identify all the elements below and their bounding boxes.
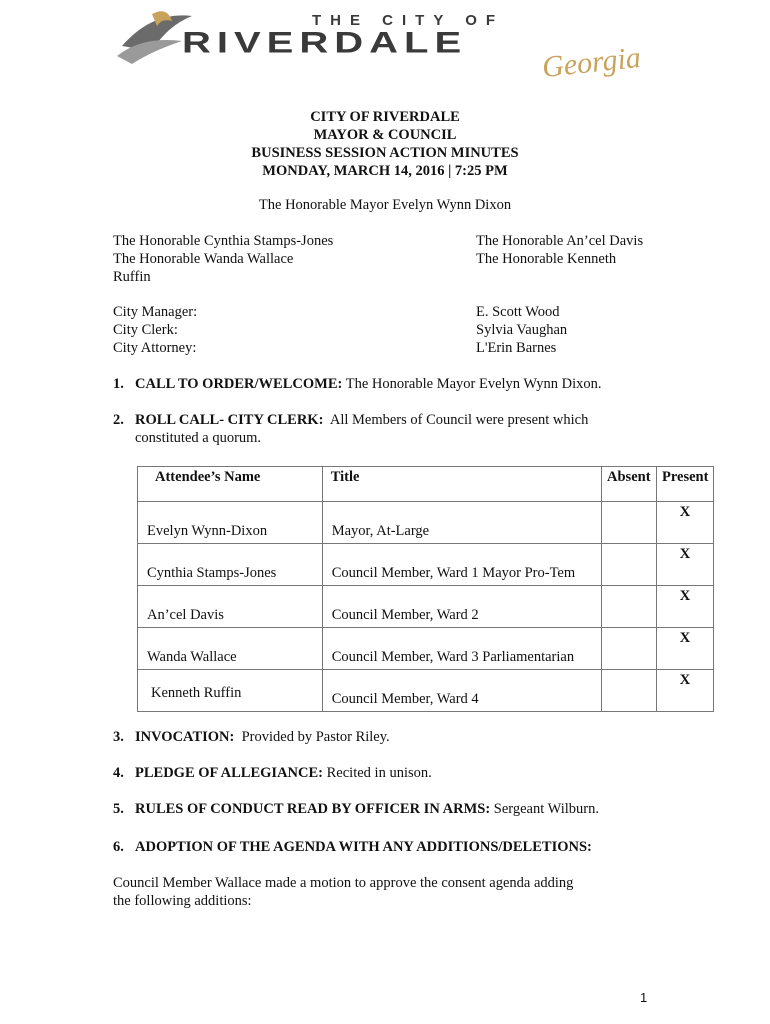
official-label: City Clerk:	[113, 322, 178, 338]
attendance-table	[137, 466, 714, 712]
header-line3: BUSINESS SESSION ACTION MINUTES	[251, 145, 519, 161]
official-label: City Manager:	[113, 304, 198, 320]
official-name: L'Erin Barnes	[476, 340, 557, 356]
item-label: PLEDGE OF ALLEGIANCE:	[135, 765, 323, 781]
attendee-title: Council Member, Ward 2	[331, 607, 479, 623]
agenda-item-2	[113, 411, 673, 447]
item-number: 3.	[113, 729, 124, 745]
officials-names	[476, 303, 567, 357]
council-member: The Honorable Wanda Wallace	[113, 251, 294, 267]
table-row	[138, 544, 714, 586]
attendee-name: Evelyn Wynn-Dixon	[147, 523, 268, 539]
motion-line: the following additions:	[113, 893, 252, 909]
item-number: 1.	[113, 376, 124, 392]
item-text: All Members of Council were present which	[323, 412, 589, 428]
table-row	[138, 502, 714, 544]
document-header	[0, 108, 770, 180]
table-header-row	[138, 467, 714, 502]
logo-line3: Georgia	[540, 40, 643, 85]
agenda-item-5	[113, 800, 673, 818]
attendee-title: Council Member, Ward 4	[331, 691, 479, 707]
attendee-title: Mayor, At-Large	[331, 523, 430, 539]
council-right	[476, 232, 643, 268]
item-text-continued: constituted a quorum.	[135, 430, 262, 446]
present-mark: X	[679, 630, 691, 646]
table-row	[138, 586, 714, 628]
council-member: The Honorable An’cel Davis	[476, 233, 644, 249]
agenda-item-6	[113, 838, 673, 856]
header-title: Title	[322, 467, 601, 502]
item-label: RULES OF CONDUCT READ BY OFFICER IN ARMS:	[135, 801, 491, 817]
item-number: 6.	[113, 839, 124, 855]
council-member: The Honorable Cynthia Stamps-Jones	[113, 233, 334, 249]
item-label: ROLL CALL- CITY CLERK:	[135, 412, 324, 428]
officials-labels	[113, 303, 197, 357]
table-row	[138, 628, 714, 670]
header-name: Attendee’s Name	[138, 467, 323, 502]
official-name: E. Scott Wood	[476, 304, 560, 320]
present-mark: X	[679, 588, 691, 604]
attendee-name: Kenneth Ruffin	[151, 685, 242, 701]
city-logo	[112, 6, 742, 86]
official-name: Sylvia Vaughan	[476, 322, 568, 338]
item-number: 2.	[113, 412, 124, 428]
agenda-item-1	[113, 375, 673, 393]
header-line2: MAYOR & COUNCIL	[313, 127, 457, 143]
motion-line: Council Member Wallace made a motion to approve the consent agenda adding	[113, 875, 574, 891]
attendee-title: Council Member, Ward 3 Parliamentarian	[331, 649, 575, 665]
header-line1: CITY OF RIVERDALE	[310, 109, 460, 125]
item-text: Provided by Pastor Riley.	[234, 729, 390, 745]
council-member: Ruffin	[113, 269, 151, 285]
attendee-title: Council Member, Ward 1 Mayor Pro-Tem	[331, 565, 576, 581]
item-number: 5.	[113, 801, 124, 817]
motion-paragraph	[113, 874, 573, 910]
page-number: 1	[640, 990, 648, 1005]
council-left	[113, 232, 333, 286]
item-label: ADOPTION OF THE AGENDA WITH ANY ADDITIONS/DELETIONS:	[135, 839, 592, 855]
logo-line1: THE CITY OF	[312, 12, 505, 29]
attendee-name: Cynthia Stamps-Jones	[147, 565, 277, 581]
attendee-name: Wanda Wallace	[147, 649, 237, 665]
item-text: Recited in unison.	[323, 765, 432, 781]
present-mark: X	[679, 504, 691, 520]
present-mark: X	[679, 672, 691, 688]
item-text: The Honorable Mayor Evelyn Wynn Dixon.	[342, 376, 602, 392]
header-line4: MONDAY, MARCH 14, 2016 | 7:25 PM	[262, 163, 508, 179]
item-number: 4.	[113, 765, 124, 781]
official-label: City Attorney:	[113, 340, 197, 356]
item-label: CALL TO ORDER/WELCOME:	[135, 376, 343, 392]
header-present: Present	[657, 467, 714, 502]
logo-line2: RIVERDALE	[182, 26, 468, 59]
item-label: INVOCATION:	[135, 729, 235, 745]
council-member: The Honorable Kenneth	[476, 251, 617, 267]
table-row	[138, 670, 714, 712]
present-mark: X	[679, 546, 691, 562]
agenda-item-4	[113, 764, 673, 782]
attendee-name: An’cel Davis	[147, 607, 224, 623]
header-absent: Absent	[602, 467, 657, 502]
item-text: Sergeant Wilburn.	[490, 801, 599, 817]
agenda-item-3	[113, 728, 673, 746]
mayor-line: The Honorable Mayor Evelyn Wynn Dixon	[258, 197, 512, 213]
